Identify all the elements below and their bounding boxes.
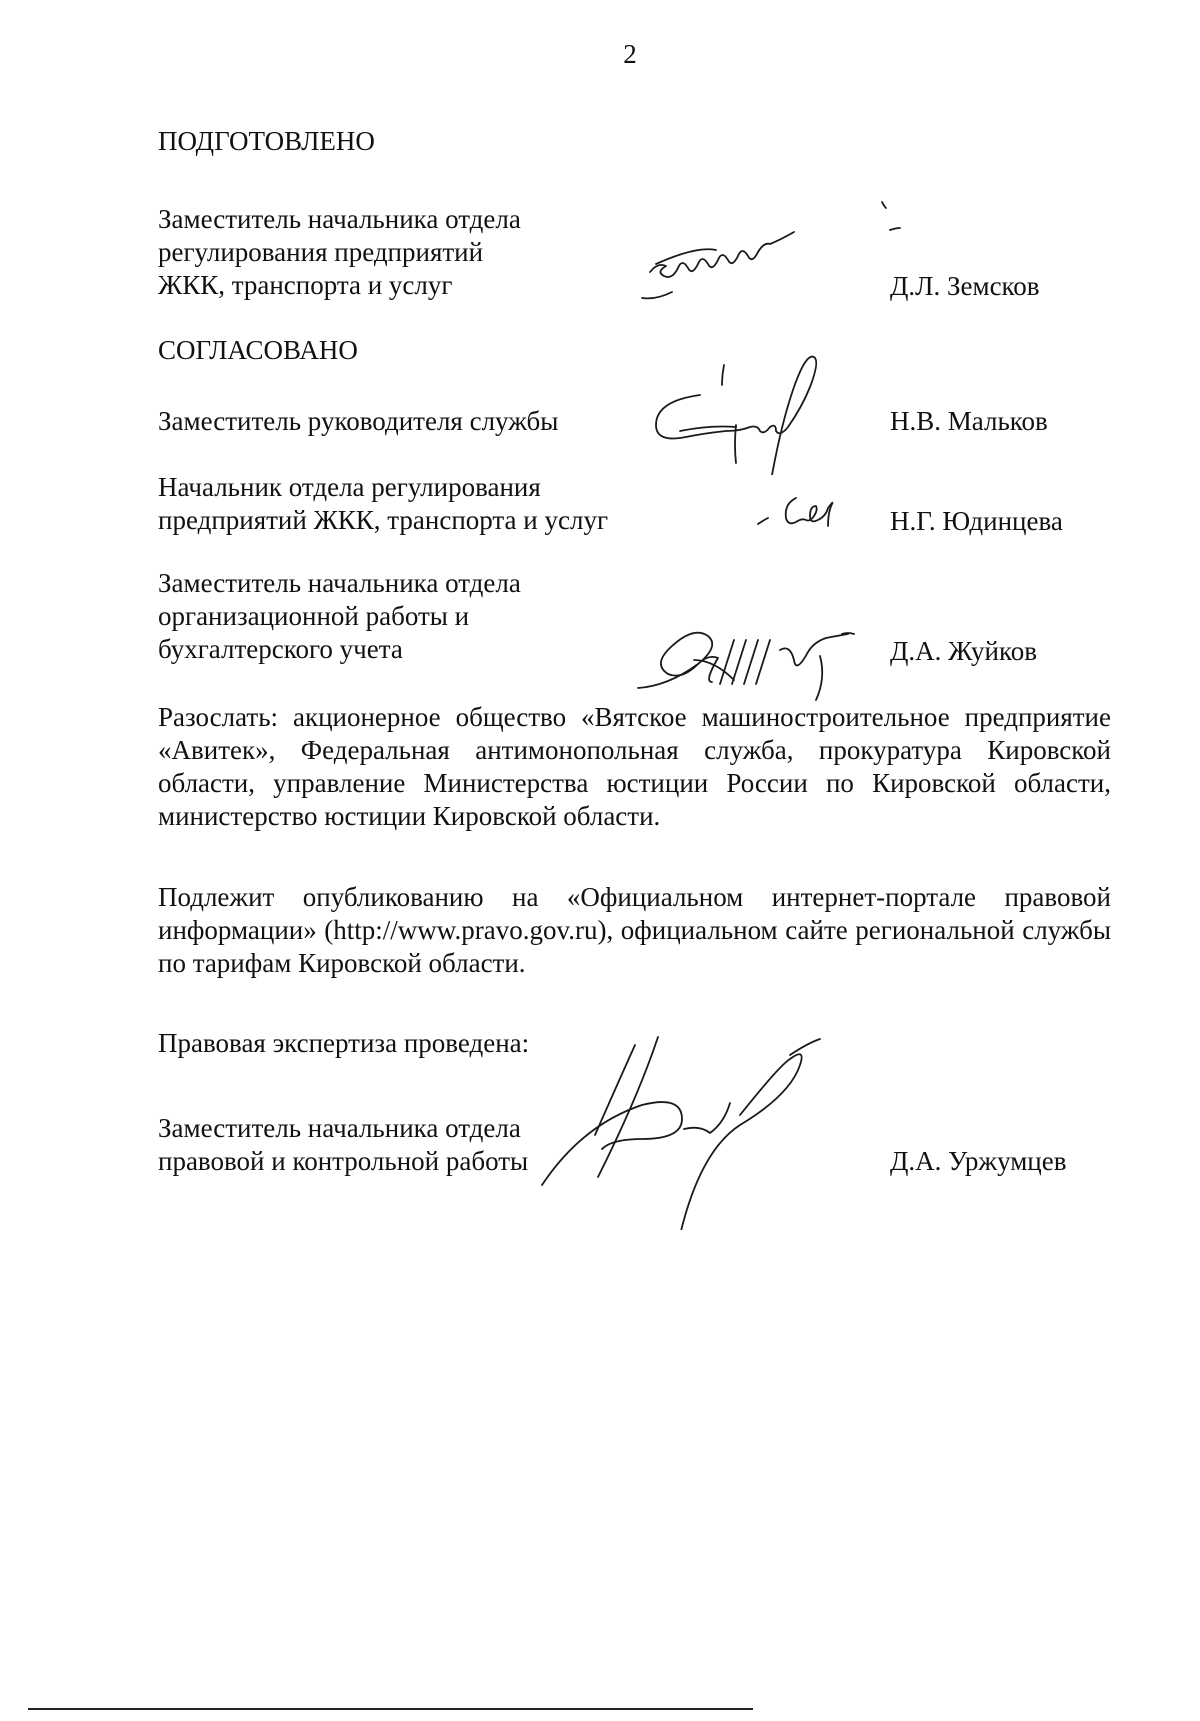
agreed-heading: СОГЛАСОВАНО [158,335,358,365]
distribution-paragraph: Разослать: акционерное общество «Вятское машиностроительное предприятие «Авитек», Федеральная антимонопольная служба, прокуратура Кировской области, управление Министерства юстиции России по Кировской области, министерство юстиции Кировской области. [158,702,1111,831]
prepared-heading: ПОДГОТОВЛЕНО [158,126,375,156]
signature-urzhumtsev [540,1035,880,1230]
agreed-position-line: бухгалтерского учета [158,634,403,664]
signature-zhuikov [630,610,870,705]
page-number: 2 [623,39,637,69]
signature-yudintseva [750,488,850,543]
bottom-edge-line [28,1708,753,1710]
agreed-position-line: организационной работы и [158,601,470,631]
legal-review-position-line: Заместитель начальника отдела [158,1113,521,1143]
publication-paragraph: Подлежит опубликованию на «Официальном интернет-портале правовой информации» (http://www.pravo.gov.ru), официальном сайте региональной службы по тарифам Кировской области. [158,882,1111,978]
prepared-position-line: Заместитель начальника отдела [158,204,521,234]
agreed-position-line: Начальник отдела регулирования [158,472,541,502]
legal-review-heading: Правовая экспертиза проведена: [158,1028,530,1058]
agreed-position-line: Заместитель руководителя службы [158,406,559,436]
agreed-name: Д.А. Жуйков [890,636,1037,666]
prepared-name: Д.Л. Земсков [890,271,1040,301]
legal-review-name: Д.А. Уржумцев [890,1146,1067,1176]
signature-zemskov [620,200,910,310]
prepared-position-line: ЖКК, транспорта и услуг [158,270,453,300]
prepared-position-line: регулирования предприятий [158,237,484,267]
signature-malkov [640,355,860,475]
legal-review-position-line: правовой и контрольной работы [158,1146,529,1176]
agreed-name: Н.Г. Юдинцева [890,506,1063,536]
agreed-name: Н.В. Мальков [890,406,1048,436]
agreed-position-line: предприятий ЖКК, транспорта и услуг [158,505,609,535]
agreed-position-line: Заместитель начальника отдела [158,568,521,598]
